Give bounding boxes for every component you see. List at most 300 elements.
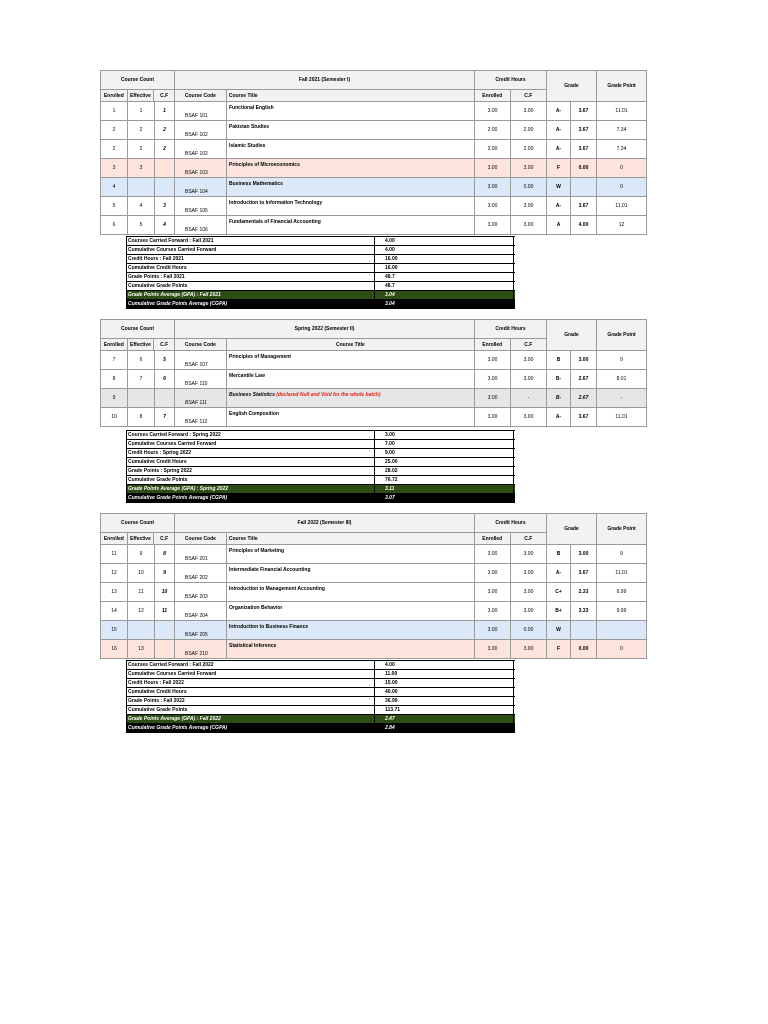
course-code: BSAF 102 [185, 132, 208, 138]
grade-letter: A- [547, 408, 571, 426]
grade-point: 9.99 [597, 602, 647, 620]
cf-header: C.F [160, 535, 169, 542]
course-row [101, 140, 647, 159]
table-header [101, 71, 647, 102]
grade-point: 11.01 [597, 408, 647, 426]
grade-point: 7.34 [597, 140, 647, 158]
summary-label: Credit Hours : Fall 2021 [127, 255, 375, 263]
summary-label: Cumulative Credit Hours [127, 264, 375, 272]
course-code-header: Course Code [175, 533, 227, 544]
credit-enrolled: 3.00 [475, 583, 511, 601]
credit-cf: 3.00 [511, 216, 547, 234]
course-title: Business Mathematics [229, 181, 283, 187]
summary-value: 9.00 [375, 449, 514, 457]
summary-row [127, 706, 515, 715]
summary-label: Cumulative Grade Points [127, 282, 375, 290]
course-title: Mercantile Law [229, 373, 265, 379]
credit-enrolled: 3.00 [475, 408, 511, 426]
summary-row [127, 449, 515, 458]
effective-count [128, 621, 155, 639]
course-title: Introduction to Management Accounting [229, 586, 325, 592]
credit-cf: 3.00 [511, 408, 547, 426]
enrolled-count: 2 [101, 121, 128, 139]
grade-value [571, 178, 597, 196]
summary-value: 36.99 [375, 697, 514, 705]
grade-point: 0 [597, 640, 647, 658]
summary-value: 7.00 [375, 440, 514, 448]
cf-count [155, 621, 175, 639]
cf-header: C.F [160, 92, 169, 99]
summary-row [127, 679, 515, 688]
summary-label: Courses Carried Forward : Spring 2022 [127, 431, 375, 439]
cf-count: 2 [155, 121, 175, 139]
course-code-header: Course Code [175, 90, 227, 101]
grade-point: 11.01 [597, 564, 647, 582]
course-code: BSAF 202 [185, 575, 208, 581]
credit-enrolled-header: Enrolled [475, 533, 511, 544]
course-code: BSAF 201 [185, 556, 208, 562]
credit-cf: 3.00 [511, 351, 547, 369]
summary-row [127, 715, 515, 724]
enrolled-count: 13 [101, 583, 128, 601]
summary-row [127, 246, 515, 255]
effective-count: 13 [128, 640, 155, 658]
course-note: (declared Null and Void for the whole batch) [276, 392, 381, 398]
summary-label: Courses Carried Forward : Fall 2021 [127, 237, 375, 245]
summary-value: 3.04 [375, 291, 514, 299]
credit-cf-header: C.F [524, 341, 533, 348]
summary-row [127, 237, 515, 246]
semester-summary-fall-2022 [126, 660, 515, 733]
credit-enrolled: 2.00 [475, 140, 511, 158]
summary-label: Cumulative Grade Points [127, 476, 375, 484]
credit-enrolled: 3.00 [475, 640, 511, 658]
cf-header: C.F [160, 341, 169, 348]
summary-value: 3.04 [375, 300, 514, 308]
grade-point: 7.34 [597, 121, 647, 139]
course-row [101, 602, 647, 621]
cf-count: 4 [155, 216, 175, 234]
summary-row [127, 476, 515, 485]
credit-enrolled: 2.00 [475, 121, 511, 139]
credit-hours-header: Credit Hours [475, 320, 546, 339]
credit-cf: 3.00 [511, 602, 547, 620]
grade-point: 8.01 [597, 370, 647, 388]
enrolled-header: Enrolled [101, 533, 128, 544]
grade-value: 3.67 [571, 197, 597, 215]
grade-letter: A- [547, 140, 571, 158]
credit-enrolled: 3.00 [475, 159, 511, 177]
course-row [101, 370, 647, 389]
course-count-header: Course Count [101, 514, 174, 533]
course-row [101, 389, 647, 408]
credit-enrolled: 3.00 [475, 545, 511, 563]
course-title: Statistical Inference [229, 643, 277, 649]
course-row [101, 197, 647, 216]
grade-value: 2.67 [571, 370, 597, 388]
credit-enrolled-header: Enrolled [475, 90, 511, 101]
enrolled-count: 15 [101, 621, 128, 639]
effective-count: 2 [128, 140, 155, 158]
summary-row [127, 431, 515, 440]
enrolled-count: 6 [101, 216, 128, 234]
credit-enrolled: 3.00 [475, 389, 511, 407]
grade-point: 0 [597, 159, 647, 177]
course-code: BSAF 104 [185, 189, 208, 195]
course-row [101, 583, 647, 602]
summary-value: 48.7 [375, 282, 514, 290]
enrolled-count: 8 [101, 370, 128, 388]
semester-table-fall-2022 [100, 513, 646, 659]
grade-letter: C+ [547, 583, 571, 601]
course-title: Principles of Management [229, 354, 291, 360]
credit-cf: 3.00 [511, 545, 547, 563]
grade-header: Grade [547, 320, 597, 350]
summary-row [127, 688, 515, 697]
effective-header: Effective [128, 533, 155, 544]
grade-letter: F [547, 159, 571, 177]
grade-point [597, 621, 647, 639]
summary-label: Cumulative Grade Points Average (CGPA) [127, 494, 375, 502]
course-code: BSAF 210 [185, 651, 208, 657]
effective-count [128, 389, 155, 407]
course-row [101, 408, 647, 427]
credit-cf-header: C.F [524, 535, 533, 542]
credit-cf: 3.00 [511, 370, 547, 388]
effective-header: Effective [128, 90, 155, 101]
credit-enrolled: 3.00 [475, 564, 511, 582]
semester-summary-fall-2021 [126, 236, 515, 309]
summary-value: 16.00 [375, 264, 514, 272]
summary-label: Cumulative Grade Points Average (CGPA) [127, 300, 375, 308]
course-code: BSAF 110 [185, 381, 208, 387]
summary-label: Cumulative Grade Points Average (CGPA) [127, 724, 375, 732]
cf-count [155, 159, 175, 177]
course-title-header: Course Title [228, 535, 258, 542]
grade-point: 9 [597, 351, 647, 369]
summary-value: 25.00 [375, 458, 514, 466]
credit-enrolled: 3.00 [475, 370, 511, 388]
summary-label: Grade Points : Spring 2022 [127, 467, 375, 475]
summary-label: Cumulative Courses Carried Forward [127, 670, 375, 678]
enrolled-header: Enrolled [101, 90, 128, 101]
course-row [101, 640, 647, 659]
course-title: Islamic Studies [229, 143, 266, 149]
course-title: Principles of Marketing [229, 548, 285, 554]
credit-cf: 2.00 [511, 121, 547, 139]
effective-count: 5 [128, 216, 155, 234]
summary-label: Grade Points : Fall 2022 [127, 697, 375, 705]
course-title: Principles of Microeconomics [229, 162, 300, 168]
grade-point-header: Grade Point [597, 71, 647, 101]
summary-label: Cumulative Grade Points [127, 706, 375, 714]
course-title: English Composition [229, 411, 279, 417]
summary-label: Grade Points Average (GPA) : Spring 2022 [127, 485, 375, 493]
course-code: BSAF 103 [185, 170, 208, 176]
cf-count: 3 [155, 197, 175, 215]
summary-value: 76.72 [375, 476, 514, 484]
course-code: BSAF 204 [185, 613, 208, 619]
enrolled-header: Enrolled [101, 339, 128, 350]
course-row [101, 216, 647, 235]
course-row [101, 159, 647, 178]
enrolled-count: 4 [101, 178, 128, 196]
credit-cf: 2.00 [511, 140, 547, 158]
effective-count: 8 [128, 408, 155, 426]
credit-cf: 3.00 [511, 159, 547, 177]
credit-enrolled: 3.00 [475, 621, 511, 639]
grade-letter: B- [547, 370, 571, 388]
summary-row [127, 300, 515, 309]
effective-count: 9 [128, 545, 155, 563]
grade-letter: B [547, 351, 571, 369]
course-code: BSAF 101 [185, 113, 208, 119]
summary-value: 113.71 [375, 706, 514, 714]
grade-point: 11.01 [597, 102, 647, 120]
credit-cf: - [511, 389, 547, 407]
summary-value: 4.00 [375, 661, 514, 669]
credit-enrolled: 3.00 [475, 216, 511, 234]
grade-value: 0.00 [571, 640, 597, 658]
grade-value: 2.67 [571, 389, 597, 407]
summary-label: Courses Carried Forward : Fall 2022 [127, 661, 375, 669]
course-code: BSAF 205 [185, 632, 208, 638]
enrolled-count: 10 [101, 408, 128, 426]
summary-value: 2.84 [375, 724, 514, 732]
grade-letter: A- [547, 564, 571, 582]
grade-value: 4.00 [571, 216, 597, 234]
grade-value [571, 621, 597, 639]
summary-value: 16.00 [375, 255, 514, 263]
grade-point: 9 [597, 545, 647, 563]
cf-count: 11 [155, 602, 175, 620]
course-title: Business Statistics (declared Null and Void for the whole batch) [229, 392, 381, 398]
summary-value: 15.00 [375, 679, 514, 687]
grade-point: 0 [597, 178, 647, 196]
cf-count [155, 640, 175, 658]
effective-count: 2 [128, 121, 155, 139]
course-count-header: Course Count [101, 71, 174, 90]
summary-label: Grade Points : Fall 2021 [127, 273, 375, 281]
grade-value: 0.00 [571, 159, 597, 177]
course-code: BSAF 107 [185, 362, 208, 368]
enrolled-count: 9 [101, 389, 128, 407]
effective-count: 1 [128, 102, 155, 120]
enrolled-count: 5 [101, 197, 128, 215]
course-row [101, 178, 647, 197]
grade-point-header: Grade Point [597, 320, 647, 350]
credit-cf: 3.00 [511, 640, 547, 658]
summary-label: Cumulative Courses Carried Forward [127, 246, 375, 254]
summary-label: Credit Hours : Fall 2022 [127, 679, 375, 687]
grade-letter: A- [547, 102, 571, 120]
course-title: Introduction to Business Finance [229, 624, 309, 630]
effective-header: Effective [128, 339, 155, 350]
summary-row [127, 724, 515, 733]
enrolled-count: 14 [101, 602, 128, 620]
semester-table-spring-2022 [100, 319, 646, 427]
summary-value: 2.47 [375, 715, 514, 723]
enrolled-count: 1 [101, 102, 128, 120]
summary-row [127, 291, 515, 300]
semester-title: Fall 2022 (Semester III) [175, 514, 474, 533]
grade-value: 3.67 [571, 140, 597, 158]
course-title: Intermediate Financial Accounting [229, 567, 311, 573]
course-code: BSAF 112 [185, 419, 208, 425]
grade-value: 3.00 [571, 351, 597, 369]
course-code: BSAF 105 [185, 208, 208, 214]
course-count-header: Course Count [101, 320, 174, 339]
credit-enrolled: 3.00 [475, 102, 511, 120]
course-row [101, 351, 647, 370]
summary-row [127, 697, 515, 706]
course-row [101, 102, 647, 121]
cf-count: 9 [155, 564, 175, 582]
credit-cf: 3.00 [511, 197, 547, 215]
grade-letter: W [547, 621, 571, 639]
credit-hours-header: Credit Hours [475, 71, 546, 90]
summary-row [127, 440, 515, 449]
summary-value: 11.00 [375, 670, 514, 678]
grade-letter: W [547, 178, 571, 196]
credit-enrolled: 3.00 [475, 602, 511, 620]
enrolled-count: 7 [101, 351, 128, 369]
effective-count [128, 178, 155, 196]
summary-row [127, 458, 515, 467]
summary-label: Grade Points Average (GPA) : Fall 2022 [127, 715, 375, 723]
course-title-header: Course Title [336, 341, 365, 348]
cf-count: 7 [155, 408, 175, 426]
summary-value: 48.7 [375, 273, 514, 281]
enrolled-count: 2 [101, 140, 128, 158]
effective-count: 11 [128, 583, 155, 601]
semester-table-fall-2021 [100, 70, 646, 235]
grade-header: Grade [547, 71, 597, 101]
grade-letter: B [547, 545, 571, 563]
credit-enrolled: 3.00 [475, 351, 511, 369]
summary-row [127, 264, 515, 273]
credit-cf: 3.00 [511, 583, 547, 601]
summary-row [127, 670, 515, 679]
grade-value: 3.33 [571, 602, 597, 620]
grade-value: 3.67 [571, 564, 597, 582]
summary-label: Cumulative Credit Hours [127, 458, 375, 466]
course-row [101, 621, 647, 640]
cf-count: 1 [155, 102, 175, 120]
course-row [101, 564, 647, 583]
table-header [101, 514, 647, 545]
enrolled-count: 12 [101, 564, 128, 582]
cf-count [155, 178, 175, 196]
summary-row [127, 282, 515, 291]
grade-letter: A- [547, 197, 571, 215]
table-header [101, 320, 647, 351]
summary-row [127, 661, 515, 670]
effective-count: 6 [128, 351, 155, 369]
grade-letter: B+ [547, 602, 571, 620]
course-title: Pakistan Studies [229, 124, 270, 130]
cf-count [155, 389, 175, 407]
credit-enrolled: 3.00 [475, 197, 511, 215]
grade-letter: B- [547, 389, 571, 407]
grade-letter: A- [547, 121, 571, 139]
cf-count: 10 [155, 583, 175, 601]
grade-letter: F [547, 640, 571, 658]
summary-label: Cumulative Courses Carried Forward [127, 440, 375, 448]
summary-row [127, 255, 515, 264]
summary-label: Credit Hours : Spring 2022 [127, 449, 375, 457]
grade-letter: A [547, 216, 571, 234]
course-row [101, 545, 647, 564]
summary-value: 40.00 [375, 688, 514, 696]
course-title: Fundamentals of Financial Accounting [229, 219, 321, 225]
course-code-header: Course Code [175, 339, 227, 350]
grade-point-header: Grade Point [597, 514, 647, 544]
grade-value: 3.67 [571, 121, 597, 139]
grade-point: 6.99 [597, 583, 647, 601]
summary-value: 3.07 [375, 494, 514, 502]
course-code: BSAF 102 [185, 151, 208, 157]
credit-cf: 0.00 [511, 178, 547, 196]
effective-count: 7 [128, 370, 155, 388]
credit-cf: 3.00 [511, 564, 547, 582]
grade-point: 11.01 [597, 197, 647, 215]
credit-enrolled-header: Enrolled [475, 339, 511, 350]
course-title: Organization Behavior [229, 605, 283, 611]
cf-count: 5 [155, 351, 175, 369]
summary-row [127, 467, 515, 476]
semester-summary-spring-2022 [126, 430, 515, 503]
effective-count: 3 [128, 159, 155, 177]
course-title-header: Course Title [228, 92, 258, 99]
cf-count: 8 [155, 545, 175, 563]
course-code: BSAF 203 [185, 594, 208, 600]
credit-enrolled: 3.00 [475, 178, 511, 196]
effective-count: 10 [128, 564, 155, 582]
credit-cf-header: C.F [524, 92, 533, 99]
course-title: Functional English [229, 105, 274, 111]
cf-count: 2 [155, 140, 175, 158]
enrolled-count: 11 [101, 545, 128, 563]
grade-value: 3.67 [571, 408, 597, 426]
summary-value: 3.11 [375, 485, 514, 493]
summary-value: 4.00 [375, 246, 514, 254]
summary-row [127, 485, 515, 494]
summary-label: Grade Points Average (GPA) : Fall 2021 [127, 291, 375, 299]
semester-title: Fall 2021 (Semester I) [175, 71, 474, 90]
credit-hours-header: Credit Hours [475, 514, 546, 533]
credit-cf: 0.00 [511, 621, 547, 639]
grade-value: 2.33 [571, 583, 597, 601]
course-code: BSAF 106 [185, 227, 208, 233]
credit-cf: 3.00 [511, 102, 547, 120]
summary-row [127, 494, 515, 503]
summary-row [127, 273, 515, 282]
summary-value: 4.00 [375, 237, 514, 245]
course-title: Introduction to Information Technology [229, 200, 323, 206]
course-code: BSAF 111 [185, 400, 207, 406]
summary-label: Cumulative Credit Hours [127, 688, 375, 696]
grade-point: - [597, 389, 647, 407]
summary-value: 28.02 [375, 467, 514, 475]
effective-count: 4 [128, 197, 155, 215]
enrolled-count: 16 [101, 640, 128, 658]
grade-value: 3.00 [571, 545, 597, 563]
grade-point: 12 [597, 216, 647, 234]
grade-header: Grade [547, 514, 597, 544]
course-row [101, 121, 647, 140]
cf-count: 6 [155, 370, 175, 388]
